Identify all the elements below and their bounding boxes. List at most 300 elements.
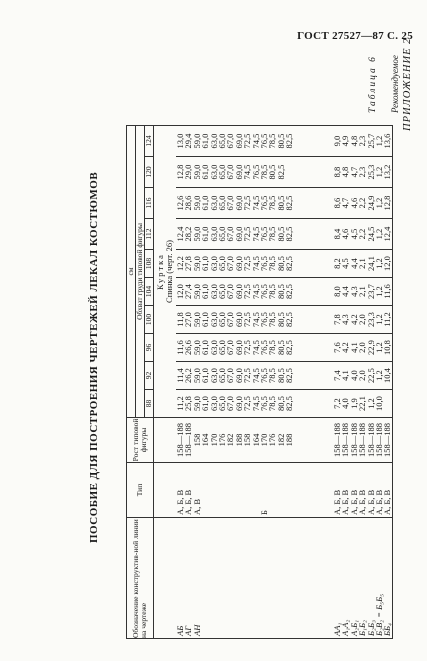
- value-cell: 63,0: [208, 340, 219, 355]
- value-cell: 59,0: [191, 133, 202, 149]
- value-cell: 80,5: [275, 195, 286, 211]
- figure-height: 170: [208, 433, 219, 447]
- value-cell: 4,1: [348, 342, 359, 353]
- value-cell: 78,5: [267, 256, 278, 271]
- value-cell: 67,0: [225, 226, 236, 242]
- value-column-120: [333, 157, 392, 188]
- value-cell: 69,0: [233, 133, 244, 149]
- value-cell: 72,5: [242, 312, 253, 327]
- value-cell: 2,0: [357, 342, 368, 353]
- value-cell: 61,0: [200, 396, 211, 411]
- value-cell: 74,5: [250, 340, 261, 355]
- value-column-104: [176, 278, 327, 306]
- value-cell: 4,6: [348, 197, 359, 209]
- value-cell: 8,4: [332, 228, 343, 240]
- value-cell: 13,0: [175, 133, 185, 149]
- header-girth: Обхват груди типовой фигуры: [136, 126, 145, 418]
- value-cell: 4,7: [348, 166, 359, 178]
- table-bottom-rule: [392, 126, 393, 639]
- figure-type: [252, 464, 260, 515]
- value-cell: 24,9: [365, 195, 376, 211]
- value-column-124: [176, 126, 327, 157]
- value-cell: 63,0: [208, 164, 219, 180]
- value-cell: 1,2: [365, 398, 376, 409]
- header-size-92: 92: [145, 362, 154, 390]
- value-cell: 12,0: [175, 284, 185, 299]
- value-cell: 11,2: [175, 396, 185, 411]
- value-cell: 82,5: [284, 226, 295, 242]
- value-cell: 8,0: [332, 286, 343, 297]
- value-cell: 65,0: [217, 164, 228, 180]
- value-cell: 80,5: [267, 164, 278, 180]
- figure-height: [310, 419, 318, 461]
- value-cell: 12,4: [175, 226, 185, 242]
- value-cell: 59,0: [191, 164, 202, 180]
- value-cell: 59,0: [191, 368, 202, 383]
- value-cell: 4,2: [340, 342, 351, 353]
- value-column-112: [176, 219, 327, 250]
- value-column-104: [333, 278, 392, 306]
- figure-height: 176: [216, 433, 227, 447]
- line-label: А₂Б₁: [348, 619, 359, 636]
- value-cell: 72,5: [242, 226, 253, 242]
- figure-height: 158—188: [365, 423, 376, 457]
- value-column-112: [333, 219, 392, 250]
- value-cell: 61,0: [200, 312, 211, 327]
- value-cell: 2,2: [357, 228, 368, 240]
- value-cell: 78,5: [267, 226, 278, 242]
- value-cell: 59,0: [191, 226, 202, 242]
- value-cell: 13,6: [382, 133, 393, 149]
- value-cell: 80,5: [275, 256, 286, 271]
- value-cell: 67,0: [225, 195, 236, 211]
- data-group-group2: [333, 126, 392, 639]
- value-cell: 67,0: [225, 340, 236, 355]
- section-row: [154, 126, 177, 639]
- value-cell: 26,2: [183, 368, 194, 383]
- table-number: Таблица 6: [368, 55, 378, 113]
- value-cell: 1,2: [374, 135, 385, 147]
- data-group-group1: [176, 126, 327, 639]
- value-cell: 1,2: [374, 370, 385, 381]
- figure-type: [243, 464, 251, 515]
- value-cell: 63,0: [208, 195, 219, 211]
- value-cell: 2,3: [357, 135, 368, 147]
- figure-type: А, В: [191, 498, 202, 515]
- value-cell: 12,6: [175, 195, 185, 211]
- value-cell: 4,5: [340, 258, 351, 269]
- value-cell: 1,2: [374, 197, 385, 209]
- height-cell: [176, 418, 327, 463]
- header-size-88: 88: [145, 390, 154, 418]
- value-cell: 2,2: [357, 197, 368, 209]
- section-title-cell: [154, 126, 177, 418]
- value-cell: 65,0: [217, 396, 228, 411]
- value-cell: 74,5: [250, 133, 261, 149]
- header-line-designation: Обозначение конструктив-ной линии на чертеже: [127, 518, 154, 639]
- value-column-108: [333, 250, 392, 278]
- value-column-96: [333, 334, 392, 362]
- value-cell: 27,4: [183, 284, 194, 299]
- value-cell: 59,0: [191, 256, 202, 271]
- value-cell: 27,8: [183, 256, 194, 271]
- appendix-title: ПРИЛОЖЕНИЕ 2: [402, 37, 413, 131]
- value-cell: 76,5: [259, 256, 270, 271]
- figure-type: А, Б, В: [382, 489, 393, 515]
- value-cell: 82,5: [284, 368, 295, 383]
- value-cell: 82,5: [284, 340, 295, 355]
- figure-type: А, Б, В: [365, 489, 376, 515]
- value-cell: 74,5: [250, 312, 261, 327]
- header-size-96: 96: [145, 334, 154, 362]
- figure-type: [293, 464, 301, 515]
- value-cell: 78,5: [267, 312, 278, 327]
- value-cell: 4,5: [348, 228, 359, 240]
- value-cell: 9,0: [332, 135, 343, 147]
- line-label-cell: [333, 518, 392, 639]
- value-cell: 1,2: [374, 342, 385, 353]
- header-unit: см: [127, 126, 136, 418]
- line-label: Б₂Б₃: [365, 620, 376, 636]
- header-size-112: 112: [145, 219, 154, 250]
- value-cell: 80,5: [275, 368, 286, 383]
- value-cell: 4,4: [340, 286, 351, 297]
- value-cell: 63,0: [208, 256, 219, 271]
- value-cell: 61,0: [200, 226, 211, 242]
- value-cell: 76,5: [259, 133, 270, 149]
- value-cell: 8,2: [332, 258, 343, 269]
- height-cell: [333, 418, 392, 463]
- line-label: АА₁: [332, 622, 343, 636]
- value-cell: 2,3: [357, 166, 368, 178]
- value-cell: 24,1: [365, 256, 376, 271]
- value-cell: 69,0: [233, 284, 244, 299]
- value-cell: 1,2: [374, 258, 385, 269]
- value-cell: 65,0: [217, 284, 228, 299]
- value-cell: 10,4: [382, 368, 393, 383]
- figure-type: А, Б, В: [340, 489, 351, 515]
- pattern-table: [126, 125, 393, 639]
- type-cell: [333, 463, 392, 518]
- value-cell: 7,8: [332, 314, 343, 325]
- figure-type: [235, 464, 243, 515]
- type-cell: [176, 463, 327, 518]
- value-cell: 59,0: [191, 195, 202, 211]
- value-cell: 74,5: [250, 396, 261, 411]
- value-cell: 23,7: [365, 284, 376, 299]
- figure-type: [226, 464, 234, 515]
- value-cell: 78,5: [267, 368, 278, 383]
- value-cell: 82,5: [284, 312, 295, 327]
- line-label: Б₂В₂ = Б₅Б₅: [374, 593, 385, 636]
- figure-type: [268, 464, 276, 515]
- value-cell: 25,3: [365, 164, 376, 180]
- figure-height: 188: [284, 433, 295, 447]
- value-cell: 80,5: [275, 312, 286, 327]
- value-cell: 76,5: [259, 368, 270, 383]
- value-cell: 12,0: [382, 256, 393, 271]
- figure-type: [285, 464, 293, 515]
- value-cell: 4,0: [348, 370, 359, 381]
- value-cell: 10,0: [374, 396, 385, 411]
- value-cell: 25,7: [365, 133, 376, 149]
- figure-type: [210, 464, 218, 515]
- value-cell: 11,8: [175, 312, 185, 327]
- value-cell: 80,5: [275, 340, 286, 355]
- value-cell: 59,0: [191, 312, 202, 327]
- value-cell: 72,5: [242, 368, 253, 383]
- value-cell: 4,3: [340, 314, 351, 325]
- value-cell: 76,5: [259, 195, 270, 211]
- value-cell: 82,5: [284, 256, 295, 271]
- value-cell: 67,0: [225, 133, 236, 149]
- value-cell: 69,0: [233, 195, 244, 211]
- value-cell: 61,0: [200, 133, 211, 149]
- value-cell: 76,5: [259, 340, 270, 355]
- value-column-88: [176, 390, 327, 418]
- value-cell: 69,0: [233, 368, 244, 383]
- value-column-88: [333, 390, 392, 418]
- value-cell: 4,7: [340, 197, 351, 209]
- figure-type: [302, 464, 310, 515]
- value-cell: 2,1: [357, 258, 368, 269]
- value-cell: 69,0: [233, 164, 244, 180]
- value-cell: 2,0: [357, 314, 368, 325]
- value-cell: 65,0: [217, 368, 228, 383]
- value-cell: 67,0: [225, 396, 236, 411]
- value-cell: 23,3: [365, 312, 376, 327]
- value-column-108: [176, 250, 327, 278]
- value-cell: 25,8: [183, 396, 194, 411]
- value-cell: 22,9: [365, 340, 376, 355]
- value-column-116: [176, 188, 327, 219]
- value-cell: 82,5: [284, 195, 295, 211]
- figure-height: 158—188: [175, 423, 185, 457]
- value-cell: 13,2: [382, 164, 393, 180]
- value-column-92: [176, 362, 327, 390]
- value-cell: 74,5: [250, 368, 261, 383]
- figure-type: А, Б, В: [373, 489, 384, 515]
- figure-type: А, Б, В: [175, 489, 185, 515]
- value-cell: 63,0: [208, 226, 219, 242]
- value-cell: 74,5: [250, 284, 261, 299]
- figure-height: 158—188: [340, 423, 351, 457]
- value-cell: 76,5: [250, 164, 261, 180]
- figure-type: А, Б, В: [183, 489, 194, 515]
- line-label-cell: [176, 518, 327, 639]
- value-cell: 28,6: [183, 195, 194, 211]
- value-cell: 22,5: [365, 368, 376, 383]
- header-size-104: 104: [145, 278, 154, 306]
- value-cell: 61,0: [200, 195, 211, 211]
- value-cell: 29,4: [183, 133, 194, 149]
- value-cell: 72,5: [242, 284, 253, 299]
- appendix-subtitle: Рекомендуемое: [390, 55, 400, 113]
- value-cell: 4,2: [348, 314, 359, 325]
- value-cell: 12,8: [175, 164, 185, 180]
- value-cell: 78,5: [259, 164, 270, 180]
- value-cell: 4,0: [340, 398, 351, 409]
- value-cell: 27,0: [183, 312, 194, 327]
- value-cell: 63,0: [208, 368, 219, 383]
- value-cell: 78,5: [267, 195, 278, 211]
- value-cell: 11,2: [382, 312, 393, 327]
- value-cell: 80,5: [275, 396, 286, 411]
- value-cell: 11,6: [175, 340, 185, 355]
- value-cell: 63,0: [208, 133, 219, 149]
- value-cell: 12,2: [175, 256, 185, 271]
- value-cell: 80,5: [275, 226, 286, 242]
- figure-type: [218, 464, 226, 515]
- figure-height: 158—188: [348, 423, 359, 457]
- value-cell: 59,0: [191, 284, 202, 299]
- value-cell: 1,9: [348, 398, 359, 409]
- value-cell: 11,6: [382, 284, 393, 299]
- figure-height: 158—188: [332, 423, 343, 457]
- value-cell: 10,8: [382, 340, 393, 355]
- value-cell: 12,4: [382, 226, 393, 242]
- line-label: А₁А₂: [340, 619, 351, 636]
- line-label: АГ: [183, 625, 194, 636]
- figure-height: 158—188: [183, 423, 194, 457]
- value-column-96: [176, 334, 327, 362]
- value-cell: 29,0: [183, 164, 194, 180]
- value-cell: 61,0: [200, 256, 211, 271]
- figure-height: 170: [258, 433, 269, 447]
- figure-height: 182: [275, 433, 286, 447]
- value-column-100: [176, 306, 327, 334]
- value-cell: 59,0: [191, 340, 202, 355]
- value-cell: 65,0: [217, 226, 228, 242]
- figure-height: 164: [250, 433, 261, 447]
- figure-height: 182: [225, 433, 236, 447]
- value-cell: 74,5: [242, 164, 253, 180]
- value-cell: 82,5: [284, 133, 295, 149]
- value-cell: 61,0: [200, 284, 211, 299]
- value-cell: 67,0: [225, 256, 236, 271]
- figure-type: А, Б, В: [348, 489, 359, 515]
- figure-type: А, Б, В: [332, 489, 343, 515]
- value-cell: 82,5: [284, 396, 295, 411]
- value-cell: 7,4: [332, 370, 343, 381]
- value-cell: 69,0: [233, 256, 244, 271]
- figure-type: [310, 464, 318, 515]
- line-label: ББ₄: [382, 623, 393, 636]
- value-cell: 7,6: [332, 342, 343, 353]
- line-label: АН: [191, 624, 202, 636]
- value-cell: 24,5: [365, 226, 376, 242]
- value-cell: 11,4: [175, 368, 185, 383]
- value-cell: 8,6: [332, 197, 343, 209]
- value-cell: 72,5: [242, 133, 253, 149]
- value-cell: 4,8: [340, 166, 351, 178]
- figure-height: [293, 419, 301, 461]
- value-cell: 1,2: [374, 228, 385, 240]
- header-size-124: 124: [145, 126, 154, 157]
- value-cell: 4,9: [340, 135, 351, 147]
- value-cell: 69,0: [233, 396, 244, 411]
- value-cell: 4,6: [340, 228, 351, 240]
- value-cell: 76,5: [259, 226, 270, 242]
- header-size-100: 100: [145, 306, 154, 334]
- figure-height: [319, 419, 327, 461]
- value-cell: 74,5: [250, 256, 261, 271]
- value-cell: 80,5: [275, 133, 286, 149]
- value-cell: 69,0: [233, 312, 244, 327]
- value-cell: 2,0: [357, 370, 368, 381]
- document-title: ПОСОБИЕ ДЛЯ ПОСТРОЕНИЯ ЧЕРТЕЖЕЙ ЛЕКАЛ КОСТЮМОВ: [88, 171, 100, 543]
- value-cell: 69,0: [233, 226, 244, 242]
- value-cell: 63,0: [208, 312, 219, 327]
- value-cell: 76,5: [259, 312, 270, 327]
- figure-height: 158—188: [382, 423, 393, 457]
- value-cell: 4,8: [348, 135, 359, 147]
- value-cell: 28,2: [183, 226, 194, 242]
- value-column-124: [333, 126, 392, 157]
- value-cell: 74,5: [250, 195, 261, 211]
- value-cell: 61,0: [200, 164, 211, 180]
- value-cell: 65,0: [217, 256, 228, 271]
- value-column-120: [176, 157, 327, 188]
- value-cell: 67,0: [225, 284, 236, 299]
- value-cell: 65,0: [217, 133, 228, 149]
- value-cell: 63,0: [208, 284, 219, 299]
- header-size-116: 116: [145, 188, 154, 219]
- value-cell: 80,5: [275, 284, 286, 299]
- value-cell: 4,4: [348, 258, 359, 269]
- value-cell: 78,5: [267, 284, 278, 299]
- value-cell: 7,2: [332, 398, 343, 409]
- figure-height: 188: [233, 433, 244, 447]
- section-subtitle: Спинка (черт. 26): [164, 240, 174, 303]
- value-cell: 59,0: [191, 396, 202, 411]
- page-header-standard: ГОСТ 27527—87 С. 25: [297, 30, 413, 42]
- value-column-116: [333, 188, 392, 219]
- value-column-92: [333, 362, 392, 390]
- figure-height: 164: [200, 433, 211, 447]
- value-cell: 63,0: [208, 396, 219, 411]
- value-cell: 67,0: [225, 164, 236, 180]
- section-title: Куртка: [155, 253, 165, 290]
- figure-height: 158: [242, 433, 253, 447]
- value-cell: 76,5: [259, 396, 270, 411]
- value-cell: 72,5: [242, 396, 253, 411]
- value-cell: 67,0: [225, 312, 236, 327]
- value-cell: 65,0: [217, 340, 228, 355]
- table-body: [154, 126, 393, 639]
- value-cell: 78,5: [267, 133, 278, 149]
- value-cell: 12,8: [382, 195, 393, 211]
- value-cell: 26,6: [183, 340, 194, 355]
- value-cell: 82,5: [275, 164, 286, 180]
- value-cell: 78,5: [267, 396, 278, 411]
- value-cell: 72,5: [242, 340, 253, 355]
- figure-type: [277, 464, 285, 515]
- value-cell: 1,2: [374, 314, 385, 325]
- value-cell: 65,0: [217, 195, 228, 211]
- figure-type: Б: [258, 510, 269, 515]
- value-cell: 61,0: [200, 340, 211, 355]
- value-cell: 69,0: [233, 340, 244, 355]
- figure-height: 158—188: [357, 423, 368, 457]
- value-cell: 61,0: [200, 368, 211, 383]
- line-label: АБ: [175, 625, 185, 636]
- value-cell: 1,2: [374, 286, 385, 297]
- figure-height: 158—188: [373, 423, 384, 457]
- value-cell: 65,0: [217, 312, 228, 327]
- figure-type: [319, 464, 327, 515]
- value-cell: 74,5: [250, 226, 261, 242]
